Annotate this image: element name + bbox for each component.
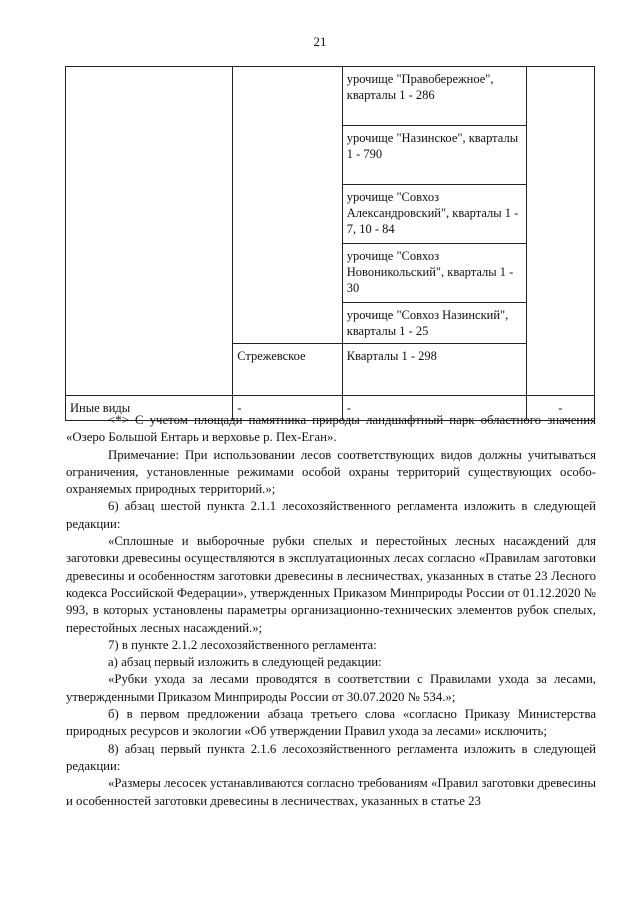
amendment-subitem-b: б) в первом предложении абзаца третьего слова «согласно Приказу Министерства природных ресурсов и экологии «Об утверждении Правил ухода за лесами» исключить; [66, 707, 596, 739]
page-number: 21 [313, 34, 327, 49]
regulation-table [65, 66, 595, 421]
table-cell-forestry [233, 67, 343, 344]
table-cell-area: - [526, 396, 594, 421]
amendment-item-8: 8) абзац первый пункта 2.1.6 лесохозяйственного регламента изложить в следующей редакции: [66, 741, 596, 773]
table-cell-location: - [342, 396, 526, 421]
amendment-quote: «Сплошные и выборочные рубки спелых и перестойных лесных насаждений для заготовки древесины осуществляются в эксплуатационных лесах согласно «Правилам заготовки древесины и особенностям заготовки древесины в лесничествах, указанных в статье 23 Лесного кодекса Российской Федерации», утвержденных Приказом Минприроды России от 01.12.2020 № 993, в которых установлены параметры организационно-технических элементов рубок спелых, перестойных лесных насаждений.»; [66, 534, 596, 635]
table-cell-location: урочище "Совхоз Новоникольский", кварталы 1 - 30 [342, 244, 526, 303]
amendment-item-7: 7) в пункте 2.1.2 лесохозяйственного регламента: [108, 637, 377, 652]
amendment-quote: «Рубки ухода за лесами проводятся в соответствии с Правилами ухода за лесами, утвержденными Приказом Минприроды России от 30.07.2020 № 534.»; [66, 672, 596, 704]
table-cell-forestry: - [233, 396, 343, 421]
document-body [66, 412, 596, 810]
table-row [66, 67, 595, 126]
table-cell-forestry: Стрежевское [233, 344, 343, 396]
amendment-quote: «Размеры лесосек устанавливаются согласно требованиям «Правил заготовки древесины и особенностей заготовки древесины в лесничествах, указанных в статье 23 [66, 776, 596, 808]
footnote-paragraph: <*> С учетом площади памятника природы ландшафтный парк областного значения «Озеро Большой Ентарь и верховье р. Пех-Еган». [66, 413, 596, 445]
table-cell-location: урочище "Совхоз Александровский", кварталы 1 - 7, 10 - 84 [342, 185, 526, 244]
table-cell-location: урочище "Правобережное", кварталы 1 - 286 [342, 67, 526, 126]
amendment-item-6: 6) абзац шестой пункта 2.1.1 лесохозяйственного регламента изложить в следующей редакции: [66, 499, 596, 531]
amendment-subitem-a: а) абзац первый изложить в следующей редакции: [108, 655, 382, 670]
note-paragraph: Примечание: При использовании лесов соответствующих видов должны учитываться ограничения, установленные режимами особой охраны территорий существующих особо-охраняемых природных территорий.»; [66, 447, 596, 497]
table-cell-forest-type [66, 67, 233, 396]
table-cell-location: урочище "Назинское", кварталы 1 - 790 [342, 126, 526, 185]
table-cell-location: урочище "Совхоз Назинский", кварталы 1 - 25 [342, 303, 526, 344]
table-cell-location: Кварталы 1 - 298 [342, 344, 526, 396]
table-cell-forest-type: Иные виды [66, 396, 233, 421]
table-cell-area [526, 67, 594, 396]
